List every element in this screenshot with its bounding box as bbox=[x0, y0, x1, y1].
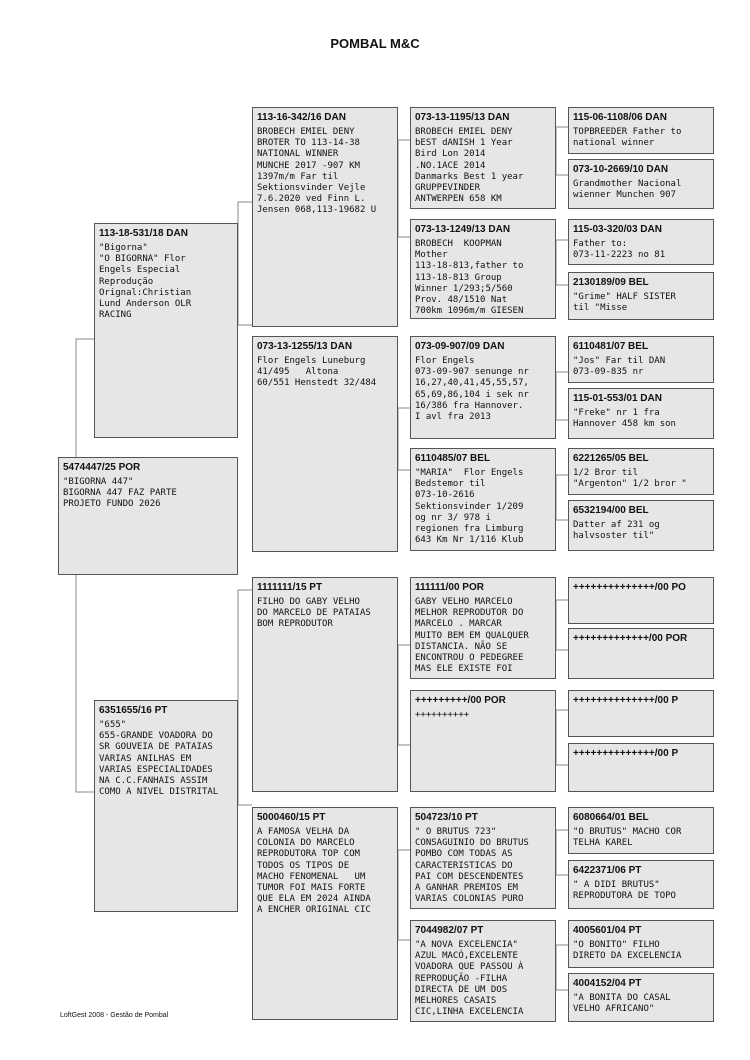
ring-number: 1111111/15 PT bbox=[257, 582, 323, 593]
ring-number: 073-13-1249/13 DAN bbox=[415, 224, 511, 235]
bird-notes: Datter af 231 og halvsoster til" bbox=[573, 520, 660, 542]
bird-notes: BROBECH EMIEL DENY BROTER TO 113-14-38 NATIONAL WINNER MUNCHE 2017 -907 KM 1397m/m Far til Sektionsvinder Vejle 7.6.2020 ved Finn L. Jensen 068,113-19682 U bbox=[257, 127, 377, 216]
ring-number: ++++++++++++++/00 PO bbox=[573, 582, 686, 593]
bird-notes: TOPBREEDER Father to national winner bbox=[573, 127, 682, 149]
pedigree-card-grandparent[interactable] bbox=[252, 336, 398, 552]
bird-notes: "MARIA" Flor Engels Bedstemor til 073-10-2616 Sektionsvinder 1/209 og nr 3/ 978 i regionen fra Limburg 643 Km Nr 1/116 Klub bbox=[415, 468, 524, 546]
ring-number: 4004152/04 PT bbox=[573, 978, 642, 989]
pedigree-card-gg-grandparent[interactable] bbox=[568, 577, 714, 624]
ring-number: ++++++++++++++/00 P bbox=[573, 695, 679, 706]
bird-notes: " A DIDI BRUTUS" REPRODUTORA DE TOPO bbox=[573, 880, 676, 902]
ring-number: 6422371/06 PT bbox=[573, 865, 642, 876]
pedigree-card-grandparent[interactable] bbox=[252, 577, 398, 792]
ring-number: +++++++++/00 POR bbox=[415, 695, 506, 706]
ring-number: 6532194/00 BEL bbox=[573, 505, 649, 516]
pedigree-card-gg-grandparent[interactable] bbox=[568, 807, 714, 854]
pedigree-card-great-grandparent[interactable] bbox=[410, 807, 556, 909]
bird-notes: "O BRUTUS" MACHO COR TELHA KAREL bbox=[573, 827, 682, 849]
ring-number: 2130189/09 BEL bbox=[573, 277, 649, 288]
bird-notes: Father to: 073-11-2223 no 81 bbox=[573, 239, 666, 261]
bird-notes: BROBECH EMIEL DENY bEST dANISH 1 Year Bird Lon 2014 .NO.1ACE 2014 Danmarks Best 1 year GRUPPEVINDER ANTWERPEN 658 KM bbox=[415, 127, 524, 205]
pedigree-card-gg-grandparent[interactable] bbox=[568, 743, 714, 792]
ring-number: 115-01-553/01 DAN bbox=[573, 393, 662, 404]
bird-notes: "Freke" nr 1 fra Hannover 458 km son bbox=[573, 408, 676, 430]
ring-number: 073-13-1195/13 DAN bbox=[415, 112, 510, 123]
pedigree-card-gg-grandparent[interactable] bbox=[568, 336, 714, 383]
pedigree-card-great-grandparent[interactable] bbox=[410, 107, 556, 209]
ring-number: 5474447/25 POR bbox=[63, 462, 141, 473]
ring-number: 504723/10 PT bbox=[415, 812, 478, 823]
pedigree-card-gg-grandparent[interactable] bbox=[568, 272, 714, 320]
bird-notes: " O BRUTUS 723" CONSAGUINIO DO BRUTUS POMBO COM TODAS AS CARACTERISTICAS DO PAI COM DESCENDENTES A GANHAR PREMIOS EM VARIAS COLONIAS PURO bbox=[415, 827, 529, 905]
ring-number: 6110485/07 BEL bbox=[415, 453, 491, 464]
pedigree-card-gg-grandparent[interactable] bbox=[568, 920, 714, 968]
bird-notes: "Grime" HALF SISTER til "Misse bbox=[573, 292, 676, 314]
pedigree-card-great-grandparent[interactable] bbox=[410, 690, 556, 792]
pedigree-card-great-grandparent[interactable] bbox=[410, 219, 556, 319]
ring-number: 5000460/15 PT bbox=[257, 812, 326, 823]
pedigree-card-grandparent[interactable] bbox=[252, 807, 398, 1020]
ring-number: ++++++++++++++/00 P bbox=[573, 748, 679, 759]
bird-notes: Flor Engels 073-09-907 senunge nr 16,27,40,41,45,55,57, 65,69,86,104 i sek nr 16/386 fra Hannover. I avl fra 2013 bbox=[415, 356, 529, 423]
pedigree-card-great-grandparent[interactable] bbox=[410, 336, 556, 439]
footer-credit: LoftGest 2008 - Gestão de Pombal bbox=[60, 1012, 169, 1019]
bird-notes: 1/2 Bror til "Argenton" 1/2 bror " bbox=[573, 468, 687, 490]
pedigree-card-gg-grandparent[interactable] bbox=[568, 973, 714, 1022]
ring-number: 7044982/07 PT bbox=[415, 925, 484, 936]
pedigree-card-grandparent[interactable] bbox=[252, 107, 398, 327]
bird-notes: "Bigorna" "O BIGORNA" Flor Engels Especial Reprodução Orignal:Christian Lund Anderson OLR RACING bbox=[99, 243, 192, 321]
pedigree-card-gg-grandparent[interactable] bbox=[568, 219, 714, 265]
bird-notes: "A BONITA DO CASAL VELHO AFRICANO" bbox=[573, 993, 671, 1015]
bird-notes: "655" 655-GRANDE VOADORA DO SR GOUVEIA DE PATAIAS VARIAS ANILHAS EM VARIAS ESPECIALIDADES NA C.C.FANHAIS ASSIM COMO A NIVEL DISTRITAL bbox=[99, 720, 219, 798]
ring-number: 115-06-1108/06 DAN bbox=[573, 112, 667, 123]
bird-notes: BROBECH KOOPMAN Mother 113-18-813,father to 113-18-813 Group Winner 1/293;5/560 Prov. 48/1510 Nat 700km 1096m/m GIESEN bbox=[415, 239, 524, 317]
ring-number: 111111/00 POR bbox=[415, 582, 484, 593]
pedigree-card-subject[interactable] bbox=[58, 457, 238, 575]
bird-notes: "A NOVA EXCELENCIA" AZUL MACÓ,EXCELENTE VOADORA QUE PASSOU À REPRODUÇÃO -FILHA DIRECTA DE UM DOS MELHORES CASAIS CIC,LINHA EXCELENCIA bbox=[415, 940, 524, 1018]
ring-number: 073-13-1255/13 DAN bbox=[257, 341, 353, 352]
pedigree-card-gg-grandparent[interactable] bbox=[568, 388, 714, 439]
ring-number: +++++++++++++/00 POR bbox=[573, 633, 688, 644]
pedigree-card-great-grandparent[interactable] bbox=[410, 577, 556, 679]
pedigree-card-gg-grandparent[interactable] bbox=[568, 159, 714, 209]
pedigree-card-dam[interactable] bbox=[94, 700, 238, 912]
bird-notes: Grandmother Nacional wienner Munchen 907 bbox=[573, 179, 682, 201]
pedigree-card-great-grandparent[interactable] bbox=[410, 920, 556, 1022]
bird-notes: ++++++++++ bbox=[415, 710, 470, 720]
ring-number: 6351655/16 PT bbox=[99, 705, 168, 716]
pedigree-card-gg-grandparent[interactable] bbox=[568, 500, 714, 551]
ring-number: 073-10-2669/10 DAN bbox=[573, 164, 669, 175]
ring-number: 113-16-342/16 DAN bbox=[257, 112, 346, 123]
ring-number: 073-09-907/09 DAN bbox=[415, 341, 505, 352]
bird-notes: "Jos" Far til DAN 073-09-835 nr bbox=[573, 356, 666, 378]
page-title: POMBAL M&C bbox=[330, 36, 420, 51]
bird-notes: A FAMOSA VELHA DA COLONIA DO MARCELO REPRODUTORA TOP COM TODOS OS TIPOS DE MACHO FENOMENAL UM TUMOR FOI MAIS FORTE QUE ELA EM 2024 AINDA A ENCHER ORIGINAL CIC bbox=[257, 827, 371, 916]
ring-number: 115-03-320/03 DAN bbox=[573, 224, 662, 235]
bird-notes: GABY VELHO MARCELO MELHOR REPRODUTOR DO MARCELO . MARCAR MUITO BEM EM QUALQUER DISTANCIA. NÃO SE ENCONTROU O PEDEGREE MAS ELE EXISTE FOI bbox=[415, 597, 529, 675]
pedigree-card-gg-grandparent[interactable] bbox=[568, 690, 714, 737]
pedigree-card-gg-grandparent[interactable] bbox=[568, 628, 714, 679]
pedigree-card-gg-grandparent[interactable] bbox=[568, 860, 714, 909]
ring-number: 113-18-531/18 DAN bbox=[99, 228, 188, 239]
pedigree-card-gg-grandparent[interactable] bbox=[568, 448, 714, 495]
bird-notes: "BIGORNA 447" BIGORNA 447 FAZ PARTE PROJETO FUNDO 2026 bbox=[63, 477, 177, 510]
bird-notes: Flor Engels Luneburg 41/495 Altona 60/551 Henstedt 32/484 bbox=[257, 356, 377, 389]
ring-number: 6221265/05 BEL bbox=[573, 453, 649, 464]
bird-notes: FILHO DO GABY VELHO DO MARCELO DE PATAIAS BOM REPRODUTOR bbox=[257, 597, 371, 630]
bird-notes: "O BONITO" FILHO DIRETO DA EXCELENCIA bbox=[573, 940, 682, 962]
pedigree-card-sire[interactable] bbox=[94, 223, 238, 438]
ring-number: 4005601/04 PT bbox=[573, 925, 642, 936]
ring-number: 6110481/07 BEL bbox=[573, 341, 649, 352]
pedigree-card-great-grandparent[interactable] bbox=[410, 448, 556, 551]
ring-number: 6080664/01 BEL bbox=[573, 812, 649, 823]
pedigree-card-gg-grandparent[interactable] bbox=[568, 107, 714, 154]
